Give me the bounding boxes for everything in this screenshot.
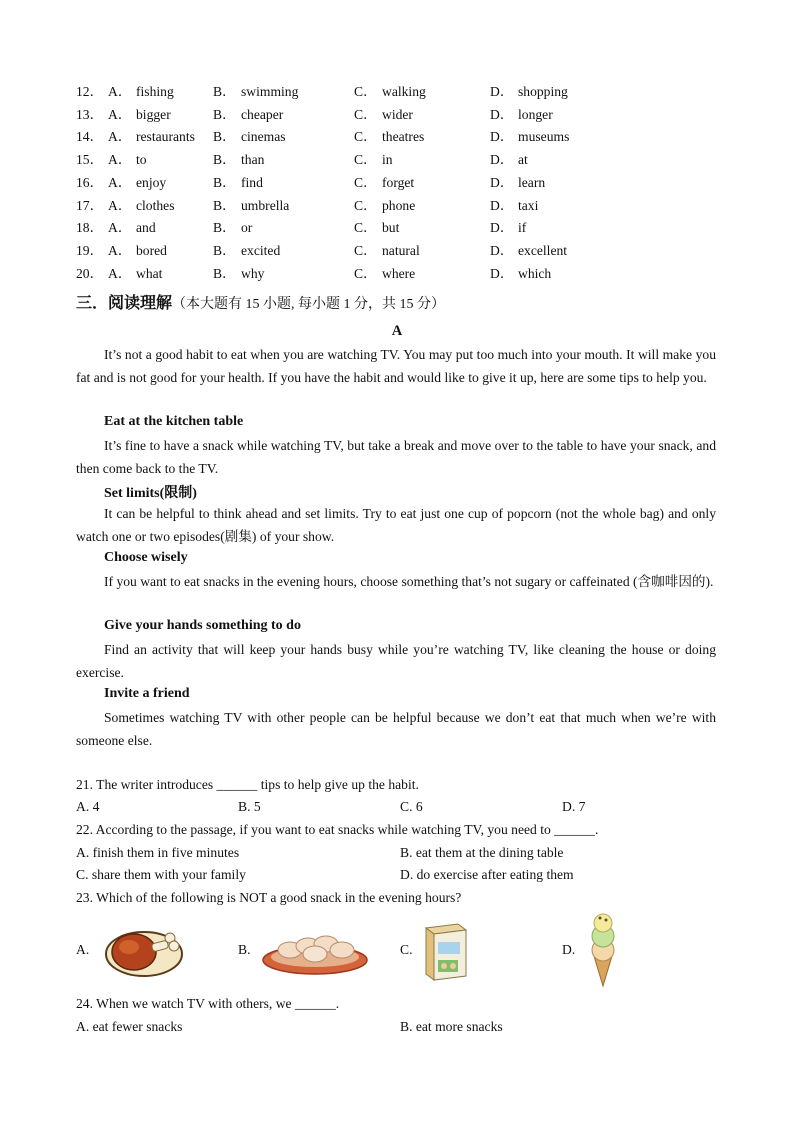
q22-option-b[interactable]: B. eat them at the dining table [400,845,564,860]
section-title [76,290,445,313]
option-c[interactable] [354,262,415,282]
option-c[interactable] [354,194,415,214]
option-letter: D． [490,242,514,258]
option-b[interactable] [213,171,263,191]
option-letter: A． [108,242,132,258]
option-letter: C． [354,174,377,190]
option-letter: C． [354,197,377,213]
option-a[interactable] [108,125,195,145]
option-b[interactable] [213,239,280,259]
option-letter: B． [213,152,236,168]
option-letter: D． [490,84,514,99]
option-word: and [136,220,156,236]
option-row [76,239,716,259]
tip-heading-4: Give your hands something to do [104,618,301,633]
option-word: restaurants [136,129,195,145]
option-row [76,80,716,100]
option-letter: B． [213,106,236,122]
option-letter: A． [108,174,132,190]
option-word: museums [518,129,570,145]
option-word: umbrella [241,197,290,213]
option-word: to [136,152,147,168]
option-row [76,262,716,282]
option-letter: C． [354,242,377,258]
question-22: 22. According to the passage, if you want to eat snacks while watching TV, you need to ______. [76,822,599,837]
option-word: enjoy [136,174,167,190]
option-a[interactable] [108,80,174,100]
option-row [76,125,716,145]
option-word: cheaper [241,106,284,122]
question-number: 19． [76,242,104,258]
option-c[interactable] [354,239,420,259]
option-letter: B． [213,220,236,236]
option-letter: A． [108,220,132,236]
tip-text-5: Sometimes watching TV with other people can be helpful because we don’t eat that much when we’re with someone else. [76,710,716,748]
option-word: walking [382,84,426,99]
option-c[interactable] [354,148,393,168]
option-letter: C． [354,220,377,236]
q22-option-c[interactable]: C. share them with your family [76,867,246,882]
q23-option-a[interactable]: A. [76,942,90,957]
option-letter: B． [213,265,236,281]
option-c[interactable] [354,80,426,100]
ice-cream-cone-icon [586,912,620,992]
option-letter: A． [108,106,132,122]
option-word: swimming [241,84,299,99]
option-letter: B． [213,129,236,145]
option-word: but [382,220,400,236]
option-d[interactable] [490,80,568,100]
question-number: 18． [76,220,104,236]
option-letter: D． [490,106,514,122]
question-number: 20． [76,265,104,281]
question-number: 13． [76,106,104,122]
option-word: or [241,220,253,236]
option-word: which [518,265,552,281]
option-word: theatres [382,129,425,145]
option-b[interactable] [213,80,298,100]
option-letter: C． [354,152,377,168]
q23-option-b[interactable]: B. [238,942,251,957]
option-d[interactable] [490,125,569,145]
q24-option-b[interactable]: B. eat more snacks [400,1019,503,1034]
section-heading: 三．阅读理解 [76,293,173,312]
option-letter: C． [354,106,377,122]
option-b[interactable] [213,125,286,145]
option-letter: B． [213,197,236,213]
option-d[interactable] [490,171,545,191]
section-note: （本大题有 15 小题, 每小题 1 分，共 15 分） [172,297,446,312]
option-d[interactable] [490,216,526,236]
option-letter: D． [490,197,514,213]
option-word: what [136,265,163,281]
option-letter: C． [354,129,377,145]
tip-text-3: If you want to eat snacks in the evening hours, choose something that’s not sugary or caffeinated (含咖啡因的). [104,574,714,589]
option-word: natural [382,242,420,258]
option-row [76,216,716,236]
option-letter: A． [108,265,132,281]
option-letter: D． [490,220,514,236]
question-24: 24. When we watch TV with others, we ______. [76,996,340,1011]
option-d[interactable] [490,239,567,259]
option-word: wider [382,106,413,122]
q21-option-d[interactable]: D. 7 [562,799,586,814]
option-word: bored [136,242,167,258]
option-row [76,194,716,214]
option-word: excited [241,242,281,258]
option-letter: D． [490,152,514,168]
option-b[interactable] [213,262,264,282]
tip-heading-3: Choose wisely [104,550,188,565]
option-word: at [518,152,528,168]
passage-intro: It’s not a good habit to eat when you are watching TV. You may put too much into your mouth. It will make you fat and is not good for your health. If you have the habit and would like to give it up, here are some tips to help you. [76,347,716,385]
option-letter: A． [108,84,132,99]
milk-carton-icon [420,918,472,988]
option-b[interactable] [213,148,264,168]
option-c[interactable] [354,103,413,123]
option-word: clothes [136,197,175,213]
option-letter: D． [490,265,514,281]
q22-option-d[interactable]: D. do exercise after eating them [400,867,574,882]
roast-chicken-leg-icon [96,922,186,982]
q24-option-a[interactable]: A. eat fewer snacks [76,1019,183,1034]
question-number: 16． [76,174,104,190]
option-word: in [382,152,393,168]
tip-heading-2: Set limits(限制) [104,486,197,501]
option-word: forget [382,174,415,190]
option-word: longer [518,106,553,122]
option-word: where [382,265,416,281]
option-c[interactable] [354,125,424,145]
tip-text-1: It’s fine to have a snack while watching TV, but take a break and move over to the table to have your snack, and then come back to the TV. [76,438,716,476]
option-word: than [241,152,265,168]
option-row [76,103,716,123]
question-23: 23. Which of the following is NOT a good snack in the evening hours? [76,890,462,905]
option-letter: D． [490,174,514,190]
option-word: if [518,220,527,236]
tip-heading-5: Invite a friend [104,686,190,701]
option-a[interactable] [108,103,171,123]
option-a[interactable] [108,239,167,259]
option-a[interactable] [108,171,166,191]
q23-option-c[interactable]: C. [400,942,413,957]
option-letter: B． [213,84,236,99]
option-letter: B． [213,174,236,190]
option-word: shopping [518,84,568,99]
tip-text-2: It can be helpful to think ahead and set limits. Try to eat just one cup of popcorn (not the whole bag) and only watch one or two episodes(剧集) of your show. [76,506,716,544]
question-21: 21. The writer introduces ______ tips to help give up the habit. [76,777,419,792]
option-word: cinemas [241,129,286,145]
option-word: bigger [136,106,171,122]
option-c[interactable] [354,216,399,236]
option-d[interactable] [490,262,551,282]
option-word: find [241,174,263,190]
option-c[interactable] [354,171,414,191]
option-letter: D． [490,129,514,145]
option-a[interactable] [108,262,162,282]
q21-option-b[interactable]: B. 5 [238,799,261,814]
option-letter: C． [354,265,377,281]
option-row [76,148,716,168]
question-number: 17． [76,197,104,213]
option-word: fishing [136,84,174,99]
option-b[interactable] [213,194,289,214]
option-letter: A． [108,129,132,145]
option-row [76,171,716,191]
option-letter: B． [213,242,236,258]
option-letter: A． [108,152,132,168]
q21-option-c[interactable]: C. 6 [400,799,423,814]
option-a[interactable] [108,194,175,214]
option-a[interactable] [108,216,156,236]
tip-text-4: Find an activity that will keep your hands busy while you’re watching TV, like cleaning the house or doing exercise. [76,642,716,680]
tip-heading-1: Eat at the kitchen table [104,414,244,429]
option-word: learn [518,174,546,190]
option-d[interactable] [490,194,538,214]
q23-option-d[interactable]: D. [562,942,576,957]
question-number: 12． [76,84,104,99]
option-d[interactable] [490,148,528,168]
option-a[interactable] [108,148,147,168]
dumplings-plate-icon [260,922,370,980]
q22-option-a[interactable]: A. finish them in five minutes [76,845,240,860]
option-word: why [241,265,265,281]
option-d[interactable] [490,103,553,123]
passage-letter: A [391,323,403,339]
option-letter: A． [108,197,132,213]
question-number: 14． [76,129,104,145]
option-b[interactable] [213,216,252,236]
option-word: phone [382,197,416,213]
question-number: 15． [76,152,104,168]
option-letter: C． [354,84,377,99]
option-word: excellent [518,242,568,258]
q21-option-a[interactable]: A. 4 [76,799,100,814]
option-b[interactable] [213,103,283,123]
option-word: taxi [518,197,539,213]
